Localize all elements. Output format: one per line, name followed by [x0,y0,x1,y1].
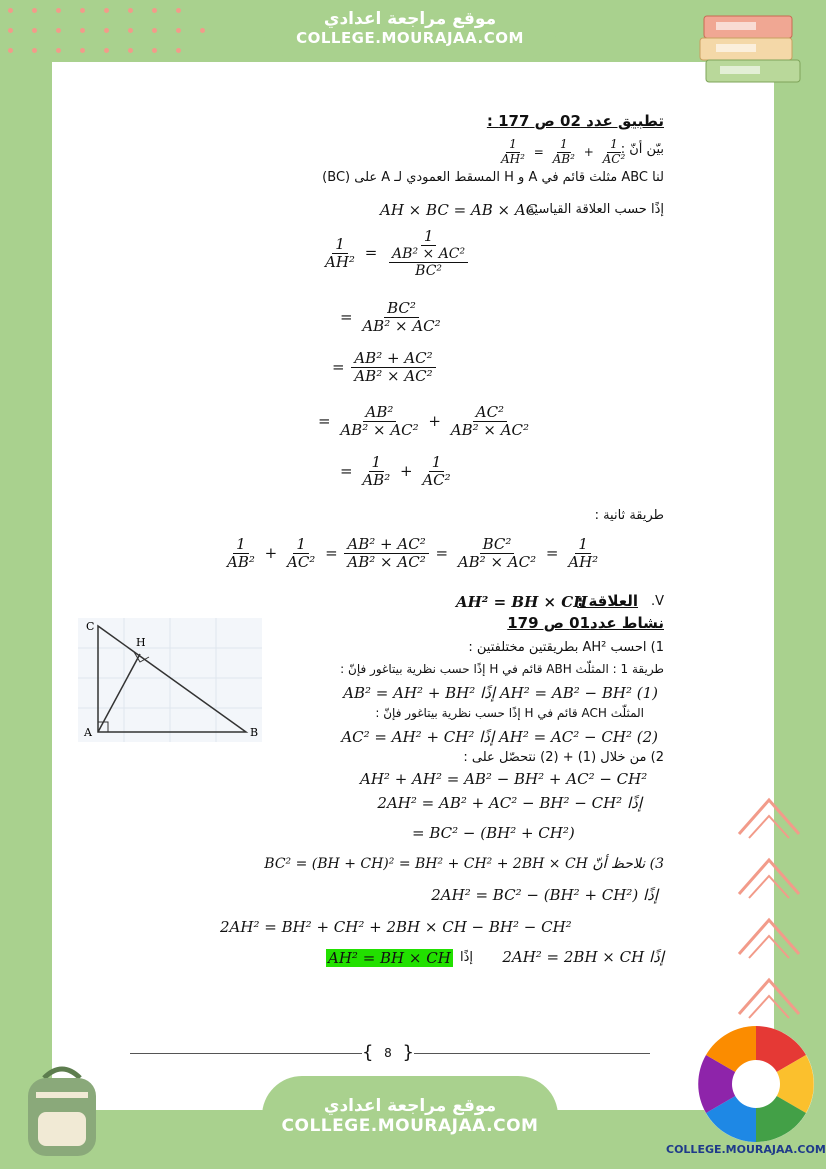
relation-intro: إذًا حسب العلاقة القياسية [527,202,664,217]
section-5-label: العلاقة : [577,592,638,610]
final-result-line [326,948,664,967]
final-result-highlight: AH² = BH × CH [328,949,451,967]
chevron-up-icon [734,972,804,1022]
label-a: A [84,726,92,739]
activity-title: نشاط عدد01 ص 179 [507,614,664,632]
header-banner [262,0,558,58]
activity-sum2: إذًا 2AH² = AB² + AC² − BH² − CH² [377,794,642,812]
derivation-step-5: = $\frac{1}{\text{AB²}}$ + $\frac{1}{\text{AC²}}$ [340,453,451,490]
activity-method1: طريقة 1 : المثلّث ABH قائم في H إذًا حسب نظرية بيتاغور فإنّ : [340,662,664,676]
backpack-icon [14,1058,110,1160]
activity-sum3: = BC² − (BH² + CH²) [412,824,575,842]
activity-q1: 1) احسب AH² بطريقتين مختلفتين : [468,640,664,655]
activity-r2: 2AH² = BH² + CH² + 2BH × CH − BH² − CH² [220,918,572,936]
prove-label: بيّن أنّ : [620,142,664,157]
site-logo-icon[interactable] [697,1025,815,1143]
section-5-relation: AH² = BH × CH [456,593,588,611]
chevron-up-icon [734,852,804,902]
footer-site-name: موقع مراجعة اعدادي [323,1096,497,1116]
footer-banner [262,1076,558,1169]
prove-line: $\frac{1}{\text{AH²}}$ = $\frac{1}{\text{AB²}}$ + $\frac{1}{\text{AC²}}$ بيّن أنّ : [501,137,664,166]
chevron-up-icon [734,792,804,842]
activity-eq2: (2) AH² = AC² − CH² إذًا AC² = AH² + CH² [341,728,658,746]
chevron-up-icon [734,912,804,962]
site-url[interactable]: COLLEGE.MOURAJAA.COM [296,29,524,47]
method2-label: طريقة ثانية : [594,508,664,523]
given-text: لنا ABC مثلث قائم في A و H المسقط العمودي لـ A على (BC) [322,170,664,185]
label-b: B [250,726,259,739]
triangle-figure [78,618,262,742]
activity-eq1: (1) AH² = AB² − BH² إذًا AB² = AH² + BH² [343,684,658,702]
books-icon [696,10,806,92]
derivation-step-4: = $\frac{\text{AB²}}{\text{AB² × AC²}}$ + $\frac{\text{AC²}}{\text{AB² × AC²}}$ [318,403,530,440]
footer-site-url[interactable]: COLLEGE.MOURAJAA.COM [281,1116,539,1136]
label-h: H [136,636,146,649]
method2-chain: $\frac{1}{\text{AB²}}$ + $\frac{1}{\text{AC²}}$ = $\frac{\text{AB² + AC²}}{\text{AB² × AC²}}$ = $\frac{\text{BC²}}{\text{AB² × AC²}}$ = $\frac{1}{\text{AH²}}$ [227,535,599,572]
final-result-izan: إذًا [460,950,474,965]
derivation-step-3: = $\frac{\text{AB² + AC²}}{\text{AB² × AC²}}$ [332,350,438,386]
activity-sum1: AH² + AH² = AB² − BH² + AC² − CH² [360,770,648,788]
section-5-number: V. [650,594,664,609]
site-name: موقع مراجعة اعدادي [323,9,497,29]
relation-line [380,200,664,219]
activity-r1: إذًا 2AH² = BC² − (BH² + CH²) [431,886,658,904]
activity-q2: 2) من خلال (1) + (2) نتحصّل على : [463,750,664,765]
logo-label: COLLEGE.MOURAJAA.COM [666,1143,826,1156]
final-result-eq: إذًا 2AH² = 2BH × CH [502,948,664,966]
relation-formula: AH × BC = AB × AC [380,201,538,219]
label-c: C [86,620,95,633]
activity-q3: 3) نلاحظ أنّ BC² = (BH + CH)² = BH² + CH² + 2BH × CH [264,856,664,872]
derivation-step-2: = $\frac{\text{BC²}}{\text{AB² × AC²}}$ [340,299,441,336]
derivation-step-1: $\frac{1}{\text{AH²}}$ = $\frac{1}{\frac{\text{AB² × AC²}}{\text{BC²}}}$ [320,228,475,279]
section-5-heading [456,592,664,611]
exercise-title: تطبيق عدد 02 ص 177 : [486,112,664,130]
activity-triangle2: المثلّث ACH قائم في H إذًا حسب نظرية بيتاغور فإنّ : [375,706,644,720]
page-number: { 8 } [362,1042,414,1063]
